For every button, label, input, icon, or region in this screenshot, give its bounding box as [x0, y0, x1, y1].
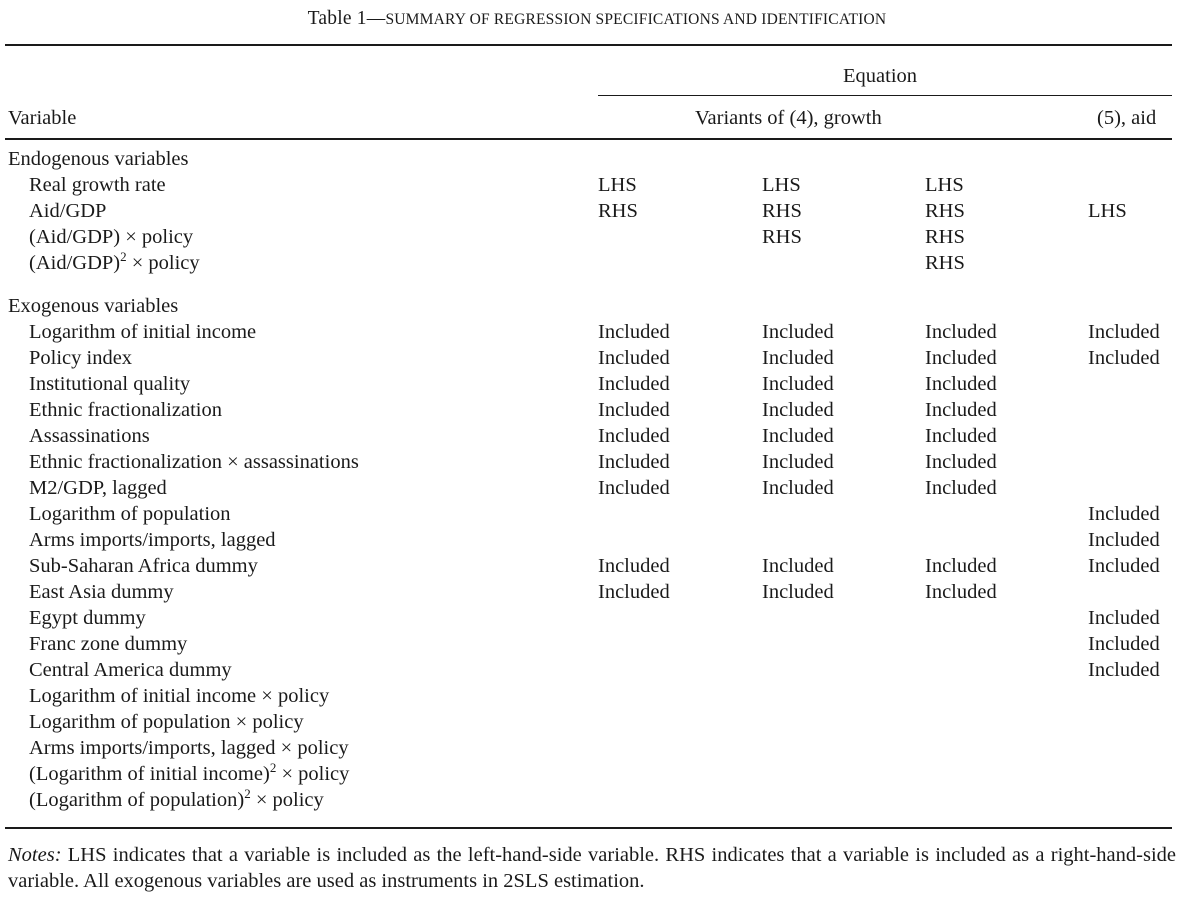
- table-row: [0, 737, 1194, 763]
- superscript: 2: [269, 760, 277, 775]
- row-cell-eq1: Included: [598, 477, 670, 499]
- row-variable-name: Arms imports/imports, lagged × policy: [29, 737, 349, 759]
- row-cell-eq4: Included: [1088, 321, 1160, 343]
- row-variable-name: M2/GDP, lagged: [29, 477, 167, 499]
- row-cell-eq3: LHS: [925, 174, 964, 196]
- row-cell-eq4: Included: [1088, 659, 1160, 681]
- header-rule: [5, 138, 1172, 140]
- row-cell-eq3: Included: [925, 581, 997, 603]
- title-dash: —: [366, 9, 386, 29]
- table-row: [0, 503, 1194, 529]
- row-variable-name: [29, 760, 350, 786]
- table-row: [0, 685, 1194, 711]
- row-cell-eq3: Included: [925, 373, 997, 395]
- row-cell-eq2: Included: [762, 477, 834, 499]
- row-cell-eq2: Included: [762, 347, 834, 369]
- row-cell-eq1: Included: [598, 347, 670, 369]
- row-cell-eq2: RHS: [762, 200, 802, 222]
- row-cell-eq4: Included: [1088, 529, 1160, 551]
- row-cell-eq3: Included: [925, 399, 997, 421]
- notes-label: Notes:: [8, 844, 62, 866]
- equation-header: Equation: [843, 65, 918, 87]
- row-variable-name: Aid/GDP: [29, 200, 107, 222]
- row-cell-eq1: Included: [598, 451, 670, 473]
- superscript: 2: [120, 249, 127, 264]
- row-cell-eq2: RHS: [762, 226, 802, 248]
- row-cell-eq3: Included: [925, 477, 997, 499]
- row-variable-name: Egypt dummy: [29, 607, 146, 629]
- row-variable-name: East Asia dummy: [29, 581, 174, 603]
- row-cell-eq1: Included: [598, 399, 670, 421]
- variable-name-suffix: × policy: [276, 763, 350, 785]
- variable-name-suffix: × policy: [250, 789, 324, 811]
- top-double-rule: [5, 44, 1172, 46]
- table-row: [0, 477, 1194, 503]
- row-cell-eq2: Included: [762, 373, 834, 395]
- row-cell-eq2: LHS: [762, 174, 801, 196]
- row-variable-name: Central America dummy: [29, 659, 232, 681]
- table-row: [0, 347, 1194, 373]
- row-cell-eq3: Included: [925, 451, 997, 473]
- row-variable-name: Arms imports/imports, lagged: [29, 529, 276, 551]
- table-row: [0, 226, 1194, 252]
- row-cell-eq4: Included: [1088, 555, 1160, 577]
- row-variable-name: Institutional quality: [29, 373, 191, 395]
- notes-text: LHS indicates that a variable is included as the left-hand-side variable. RHS indicates that a variable is included as a right-hand-side variable. All exogenous variables are used as instruments in 2SLS estimation.: [8, 844, 1176, 892]
- table-row: [0, 581, 1194, 607]
- row-cell-eq4: Included: [1088, 633, 1160, 655]
- row-cell-eq2: Included: [762, 555, 834, 577]
- row-variable-name: [29, 249, 200, 275]
- table-notes: [8, 842, 1176, 894]
- table-row: [0, 529, 1194, 555]
- superscript: 2: [244, 786, 251, 801]
- table-row: [0, 451, 1194, 477]
- row-cell-eq3: Included: [925, 425, 997, 447]
- table-row: [0, 555, 1194, 581]
- variants-growth-header: Variants of (4), growth: [695, 107, 882, 129]
- table-row: [0, 633, 1194, 659]
- variable-column-header: Variable: [8, 107, 77, 129]
- table-row: [0, 174, 1194, 200]
- row-cell-eq2: Included: [762, 399, 834, 421]
- row-cell-eq3: RHS: [925, 200, 965, 222]
- variable-name-base: (Aid/GDP): [29, 252, 121, 274]
- row-cell-eq4: LHS: [1088, 200, 1127, 222]
- bottom-rule: [5, 827, 1172, 829]
- row-cell-eq3: Included: [925, 321, 997, 343]
- section-label-row: [0, 295, 1194, 321]
- row-variable-name: Policy index: [29, 347, 133, 369]
- table-row: [0, 321, 1194, 347]
- table-row: [0, 607, 1194, 633]
- row-cell-eq2: Included: [762, 321, 834, 343]
- row-cell-eq1: Included: [598, 321, 670, 343]
- section-label: Exogenous variables: [8, 295, 179, 317]
- aid-equation-header: (5), aid: [1097, 107, 1157, 129]
- table-caption: SUMMARY OF REGRESSION SPECIFICATIONS AND IDENTIFICATION: [385, 11, 887, 28]
- row-cell-eq1: LHS: [598, 174, 637, 196]
- table-number: Table 1: [307, 8, 367, 29]
- row-cell-eq4: Included: [1088, 347, 1160, 369]
- table-row: [0, 760, 1194, 789]
- table-title: [0, 8, 1194, 30]
- row-cell-eq2: Included: [762, 425, 834, 447]
- table-row: [0, 399, 1194, 425]
- row-cell-eq1: Included: [598, 555, 670, 577]
- table-row: [0, 659, 1194, 685]
- row-cell-eq3: RHS: [925, 226, 965, 248]
- section-label-row: [0, 148, 1194, 174]
- variable-name-suffix: × policy: [126, 252, 200, 274]
- row-cell-eq3: Included: [925, 555, 997, 577]
- row-cell-eq2: Included: [762, 581, 834, 603]
- row-variable-name: Real growth rate: [29, 174, 166, 196]
- equation-spanner-rule: [598, 95, 1172, 96]
- table-row: [0, 425, 1194, 451]
- variable-name-base: (Logarithm of initial income): [29, 763, 270, 785]
- table-row: [0, 373, 1194, 399]
- row-variable-name: Assassinations: [29, 425, 150, 447]
- row-variable-name: Logarithm of initial income × policy: [29, 685, 330, 707]
- row-cell-eq1: Included: [598, 581, 670, 603]
- row-variable-name: Ethnic fractionalization: [29, 399, 222, 421]
- row-variable-name: Logarithm of initial income: [29, 321, 257, 343]
- section-label: Endogenous variables: [8, 148, 189, 170]
- variable-name-base: (Logarithm of population): [29, 789, 245, 811]
- table-row: [0, 200, 1194, 226]
- row-cell-eq2: Included: [762, 451, 834, 473]
- row-variable-name: Ethnic fractionalization × assassinations: [29, 451, 359, 473]
- table-row: [0, 249, 1194, 278]
- row-variable-name: Sub-Saharan Africa dummy: [29, 555, 258, 577]
- row-cell-eq3: Included: [925, 347, 997, 369]
- table-row: [0, 786, 1194, 815]
- row-variable-name: Franc zone dummy: [29, 633, 188, 655]
- row-cell-eq1: Included: [598, 425, 670, 447]
- row-variable-name: Logarithm of population × policy: [29, 711, 304, 733]
- row-cell-eq4: Included: [1088, 607, 1160, 629]
- row-cell-eq1: Included: [598, 373, 670, 395]
- row-cell-eq3: RHS: [925, 252, 965, 274]
- row-variable-name: (Aid/GDP) × policy: [29, 226, 194, 248]
- row-cell-eq4: Included: [1088, 503, 1160, 525]
- row-variable-name: [29, 786, 324, 812]
- row-cell-eq1: RHS: [598, 200, 638, 222]
- table-row: [0, 711, 1194, 737]
- row-variable-name: Logarithm of population: [29, 503, 231, 525]
